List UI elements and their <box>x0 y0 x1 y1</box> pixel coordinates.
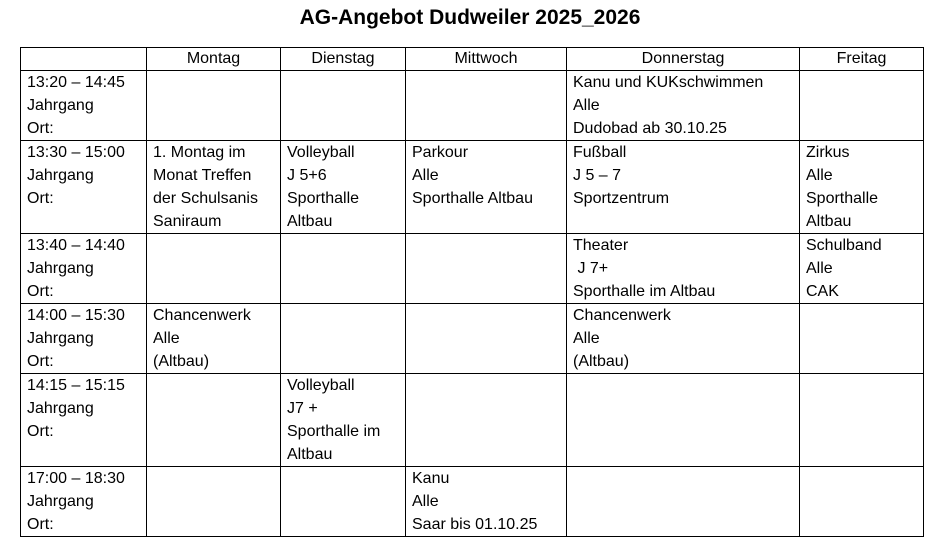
activity-line: Monat Treffen <box>153 167 252 184</box>
header-cell-montag: Montag <box>147 48 281 71</box>
time-range: 13:40 – 14:40 <box>27 237 125 254</box>
header-cell-mittwoch: Mittwoch <box>406 48 567 71</box>
time-ort-label: Ort: <box>27 190 54 207</box>
activity-location: Sporthalle Altbau <box>412 190 533 207</box>
time-jahrgang-label: Jahrgang <box>27 330 94 347</box>
cell-mittwoch <box>406 467 567 537</box>
cell-donnerstag <box>567 304 800 374</box>
table-row <box>21 141 924 234</box>
time-range: 13:20 – 14:45 <box>27 74 125 91</box>
cell-freitag <box>800 304 924 374</box>
time-ort-label: Ort: <box>27 516 54 533</box>
activity-location: Sporthalle <box>287 190 360 207</box>
cell-dienstag <box>281 141 406 234</box>
activity-grade: Alle <box>806 167 833 184</box>
activity-name: Chancenwerk <box>573 307 671 324</box>
time-jahrgang-label: Jahrgang <box>27 260 94 277</box>
table-row <box>21 374 924 467</box>
cell-mittwoch <box>406 141 567 234</box>
activity-location: Sporthalle im <box>287 423 381 440</box>
time-cell <box>21 234 147 304</box>
cell-montag <box>147 71 281 141</box>
cell-montag <box>147 141 281 234</box>
activity-location: Saniraum <box>153 213 222 230</box>
table-row <box>21 467 924 537</box>
time-cell <box>21 304 147 374</box>
activity-grade: J 7+ <box>573 260 609 277</box>
cell-mittwoch <box>406 234 567 304</box>
activity-location: (Altbau) <box>153 353 210 370</box>
cell-freitag <box>800 234 924 304</box>
activity-line: der Schulsanis <box>153 190 258 207</box>
cell-freitag <box>800 374 924 467</box>
page-title: AG-Angebot Dudweiler 2025_2026 <box>299 6 641 29</box>
activity-location: Sporthalle im Altbau <box>573 283 716 300</box>
cell-mittwoch <box>406 304 567 374</box>
activity-name: Volleyball <box>287 144 355 161</box>
cell-montag <box>147 374 281 467</box>
activity-location: Altbau <box>806 213 852 230</box>
cell-dienstag <box>281 304 406 374</box>
cell-freitag <box>800 467 924 537</box>
time-ort-label: Ort: <box>27 423 54 440</box>
activity-name: Parkour <box>412 144 469 161</box>
header-cell-time <box>21 48 147 71</box>
activity-name: Fußball <box>573 144 627 161</box>
header-cell-freitag: Freitag <box>800 48 924 71</box>
table-row <box>21 71 924 141</box>
activity-grade: Alle <box>412 167 439 184</box>
header-cell-dienstag: Dienstag <box>281 48 406 71</box>
time-cell <box>21 71 147 141</box>
activity-name: Zirkus <box>806 144 850 161</box>
time-jahrgang-label: Jahrgang <box>27 400 94 417</box>
time-cell <box>21 374 147 467</box>
cell-freitag <box>800 71 924 141</box>
schedule-table <box>20 47 924 537</box>
activity-name: Volleyball <box>287 377 355 394</box>
cell-freitag <box>800 141 924 234</box>
activity-line: 1. Montag im <box>153 144 246 161</box>
activity-grade: Alle <box>806 260 833 277</box>
activity-name: Kanu und KUKschwimmen <box>573 74 764 91</box>
activity-location: Altbau <box>287 446 333 463</box>
cell-montag <box>147 304 281 374</box>
time-jahrgang-label: Jahrgang <box>27 493 94 510</box>
cell-donnerstag <box>567 234 800 304</box>
time-range: 13:30 – 15:00 <box>27 144 125 161</box>
activity-location: Saar bis 01.10.25 <box>412 516 538 533</box>
cell-mittwoch <box>406 374 567 467</box>
activity-location: CAK <box>806 283 839 300</box>
activity-grade: Alle <box>153 330 180 347</box>
activity-name: Schulband <box>806 237 882 254</box>
activity-grade: J7 + <box>287 400 318 417</box>
time-ort-label: Ort: <box>27 283 54 300</box>
time-jahrgang-label: Jahrgang <box>27 97 94 114</box>
activity-grade: Alle <box>573 330 600 347</box>
time-ort-label: Ort: <box>27 353 54 370</box>
cell-mittwoch <box>406 71 567 141</box>
table-row <box>21 304 924 374</box>
time-ort-label: Ort: <box>27 120 54 137</box>
cell-donnerstag <box>567 374 800 467</box>
cell-dienstag <box>281 374 406 467</box>
time-cell <box>21 467 147 537</box>
activity-location: Altbau <box>287 213 333 230</box>
activity-grade: Alle <box>573 97 600 114</box>
activity-location: (Altbau) <box>573 353 630 370</box>
header-row <box>21 48 924 71</box>
cell-dienstag <box>281 71 406 141</box>
activity-name: Chancenwerk <box>153 307 251 324</box>
activity-name: Kanu <box>412 470 450 487</box>
time-range: 17:00 – 18:30 <box>27 470 125 487</box>
time-cell <box>21 141 147 234</box>
table-row <box>21 234 924 304</box>
cell-donnerstag <box>567 467 800 537</box>
cell-donnerstag <box>567 141 800 234</box>
time-range: 14:15 – 15:15 <box>27 377 125 394</box>
activity-location: Sportzentrum <box>573 190 670 207</box>
cell-donnerstag <box>567 71 800 141</box>
time-range: 14:00 – 15:30 <box>27 307 125 324</box>
activity-name: Theater <box>573 237 629 254</box>
activity-grade: J 5 – 7 <box>573 167 622 184</box>
activity-grade: J 5+6 <box>287 167 327 184</box>
activity-location: Sporthalle <box>806 190 879 207</box>
cell-dienstag <box>281 234 406 304</box>
cell-dienstag <box>281 467 406 537</box>
header-cell-donnerstag: Donnerstag <box>567 48 800 71</box>
activity-location: Dudobad ab 30.10.25 <box>573 120 727 137</box>
time-jahrgang-label: Jahrgang <box>27 167 94 184</box>
cell-montag <box>147 467 281 537</box>
cell-montag <box>147 234 281 304</box>
activity-grade: Alle <box>412 493 439 510</box>
